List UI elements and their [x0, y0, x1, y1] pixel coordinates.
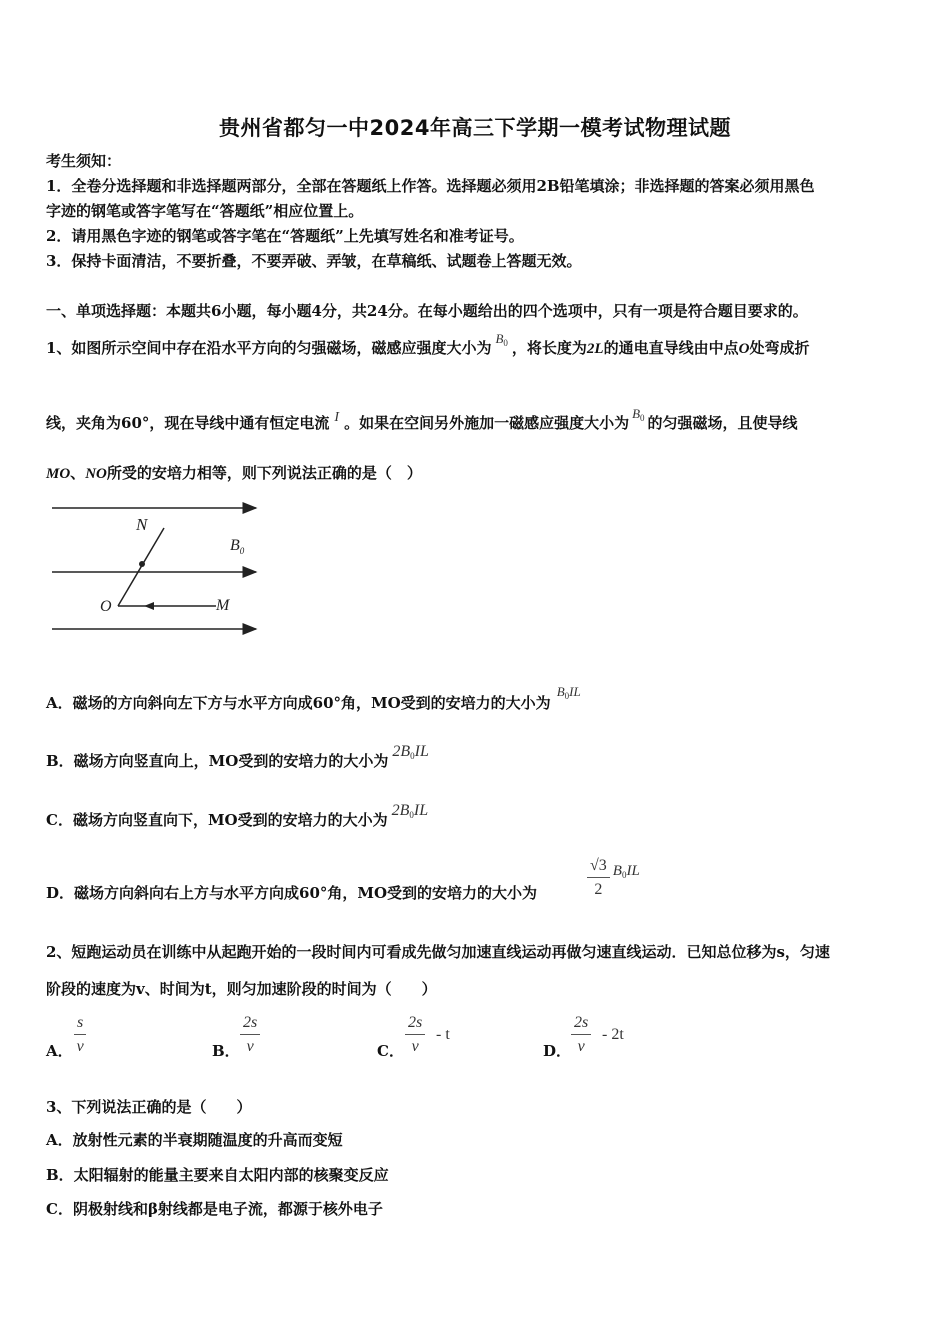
q2-option-a-label: A． — [46, 1042, 73, 1060]
q1-current-symbol: I — [334, 410, 340, 425]
notice-item-2: 2．请用黑色字迹的钢笔或答字笔在“答题纸”上先填写姓名和准考证号。 — [46, 227, 524, 245]
wire-on-current-dot — [139, 561, 145, 567]
q1-option-b-value: $2B_0IL$ — [392, 743, 429, 761]
q1-option-d-value: $\frac{√3}{2}$ $B_0IL$ — [587, 857, 640, 899]
q3-stem: 3、下列说法正确的是（ ） — [46, 1098, 252, 1116]
label-o: O — [100, 598, 112, 615]
q2-option-c-value: $\frac{2s}{v}$ — [405, 1014, 425, 1056]
q1-option-c: C．磁场方向竖直向下，MO受到的安培力的大小为$2B_0IL$ — [46, 802, 429, 829]
q1-option-a: A．磁场的方向斜向左下方与水平方向成60°角，MO受到的安培力的大小为$B_0IL$ — [46, 684, 581, 712]
q1-stem-line1: 1、如图所示空间中存在沿水平方向的匀强磁场，磁感应强度大小为$B_0$ ，将长度为2L的通电直导线由中点O处弯成折 — [46, 331, 810, 357]
q2-option-d-label: D． — [543, 1042, 572, 1060]
label-b: $B_0$ — [230, 537, 245, 556]
q2-option-d-value: $\frac{2s}{v}$ — [571, 1014, 591, 1056]
notice-item-3: 3．保持卡面清洁，不要折叠，不要弄破、弄皱，在草稿纸、试题卷上答题无效。 — [46, 252, 582, 270]
notice-item-1-cont: 字迹的钢笔或答字笔写在“答题纸”相应位置上。 — [46, 202, 364, 220]
q3-option-a: A．放射性元素的半衰期随温度的升高而变短 — [46, 1131, 343, 1149]
notice-item-1: 1．全卷分选择题和非选择题两部分，全部在答题纸上作答。选择题必须用2B铅笔填涂；非选择题的答案必须用黑色 — [46, 177, 815, 195]
page-title: 贵州省都匀一中2024年高三下学期一模考试物理试题 — [219, 116, 731, 140]
label-n: N — [136, 515, 148, 534]
q3-option-c: C．阴极射线和β射线都是电子流，都源于核外电子 — [46, 1200, 383, 1218]
q2-option-b-label: B． — [212, 1042, 240, 1060]
q1-option-b: B．磁场方向竖直向上，MO受到的安培力的大小为$2B_0IL$ — [46, 743, 429, 770]
q1-option-c-value: $2B_0IL$ — [391, 802, 429, 820]
q3-option-b: B．太阳辐射的能量主要来自太阳内部的核聚变反应 — [46, 1166, 389, 1184]
q2-option-d-tail: - 2t — [602, 1026, 624, 1043]
q2-option-c-tail: - t — [436, 1026, 450, 1043]
q2-option-a-value: $\frac{s}{v}$ — [74, 1014, 86, 1056]
label-m: M — [216, 597, 230, 614]
q2-stem-line1: 2、短跑运动员在训练中从起跑开始的一段时间内可看成先做匀加速直线运动再做匀速直线运动．已知总位移为s，匀速 — [46, 943, 830, 961]
q2-option-b-value: $\frac{2s}{v}$ — [240, 1014, 260, 1056]
q1-diagram — [46, 498, 266, 638]
notice-title: 考生须知： — [46, 152, 122, 170]
q1-b0-symbol-2: $B_0$ — [632, 406, 645, 423]
q1-stem-line2: 线，夹角为60°，现在导线中通有恒定电流 I 。如果在空间另外施加一磁感应强度大小为$B_0$ 的匀强磁场，且使导线 — [46, 406, 798, 432]
q1-option-d: D．磁场方向斜向右上方与水平方向成60°角，MO受到的安培力的大小为 — [46, 884, 538, 902]
q2-stem-line2: 阶段的速度为v、时间为t，则匀加速阶段的时间为（ ） — [46, 980, 437, 998]
q2-option-c-label: C． — [377, 1042, 404, 1060]
wire-mo-arrow — [144, 602, 154, 610]
q1-b0-symbol: $B_0$ — [495, 331, 508, 348]
q1-option-a-value: $B_0IL$ — [556, 684, 581, 701]
wire-on — [118, 528, 164, 606]
q1-stem-line3: MO、NO所受的安培力相等，则下列说法正确的是（ ） — [46, 464, 422, 482]
section-heading: 一、单项选择题：本题共6小题，每小题4分，共24分。在每小题给出的四个选项中，只有一项是符合题目要求的。 — [46, 302, 808, 320]
